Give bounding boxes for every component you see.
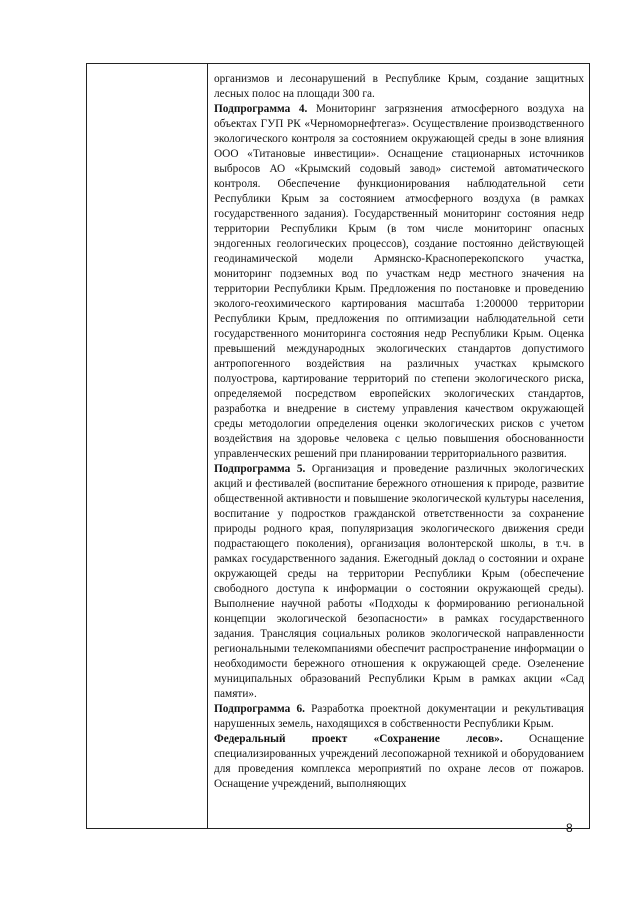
paragraph-continuation (214, 72, 584, 102)
paragraph-heading: Подпрограмма 4. (214, 103, 308, 115)
paragraph-text: Организация и проведение различных экологических акций и фестивалей (воспитание бережного отношения к природе, развитие общественной активности и повышение экологической культуры населения, воспитание у подростков гражданской ответственности за сохранение природы родного края, популяризация экологического движения среди подрастающего поколения), организация волонтерской школы, в т.ч. в рамках государственного задания. Ежегодный доклад о состоянии и охране окружающей среды на территории Республики Крым (обеспечение свободного доступа к информации о состоянии окружающей среды). Выполнение научной работы «Подходы к формированию региональной концепции экологической безопасности» в рамках государственного задания. Трансляция социальных роликов экологической направленности региональными телекомпаниями обеспечит распространение информации о необходимости бережного отношения к окружающей среде. Озеленение муниципальных образований Республики Крым в рамках акции «Сад памяти». (214, 463, 584, 700)
page-number: 8 (566, 821, 573, 835)
document-table (86, 63, 590, 829)
paragraph-text: Мониторинг загрязнения атмосферного воздуха на объектах ГУП РК «Черноморнефтегаз». Осуществление производственного экологического контроля за состоянием окружающей среды в зоне влияния ООО «Титановые инвестиции». Оснащение стационарных источников выбросов АО «Крымский содовый завод» системой автоматического контроля. Обеспечение функционирования наблюдательной сети Республики Крым за состоянием атмосферного воздуха (в рамках государственного задания). Государственный мониторинг состояния недр территории Республики Крым (в том числе мониторинг опасных эндогенных геологических процессов), создание постоянно действующей геодинамической модели Армянско-Красноперекопского участка, мониторинг подземных вод по участкам недр местного значения на территории Республики Крым. Предложения по постановке и проведению эколого-геохимического картирования масштаба 1:200000 территории Республики Крым, предложения по оптимизации наблюдательной сети государственного мониторинга состояния недр Республики Крым. Оценка превышений международных экологических стандартов допустимого антропогенного воздействия на различных участках крымского полуострова, картирование территорий по степени экологического риска, определяемой посредством европейских экологических стандартов, разработка и внедрение в систему управления качеством окружающей среды методологии определения оценки экологических рисков с учетом воздействия на здоровье человека с целью повышения обоснованности управленческих решений при планировании территориального развития. (214, 103, 584, 460)
paragraph-text: Оснащение специализированных учреждений лесопожарной техникой и оборудованием для проведения комплекса мероприятий по охране лесов от пожаров. Оснащение учреждений, выполняющих (214, 733, 585, 790)
table-cell-text (214, 72, 584, 792)
paragraph-heading: Подпрограмма 5. (214, 463, 306, 475)
paragraph-subprogram-6 (214, 702, 584, 732)
paragraph-heading: Федеральный проект «Сохранение лесов». (214, 733, 503, 745)
paragraph-heading: Подпрограмма 6. (214, 703, 305, 715)
paragraph-subprogram-5 (214, 462, 584, 702)
paragraph-subprogram-4 (214, 102, 584, 462)
paragraph-federal-project (214, 732, 584, 792)
paragraph-text: организмов и лесонарушений в Республике Крым, создание защитных лесных полос на площади 300 га. (214, 73, 584, 100)
column-divider (207, 64, 208, 828)
paragraph-text: Разработка проектной документации и рекультивация нарушенных земель, находящихся в собственности Республики Крым. (214, 703, 584, 730)
